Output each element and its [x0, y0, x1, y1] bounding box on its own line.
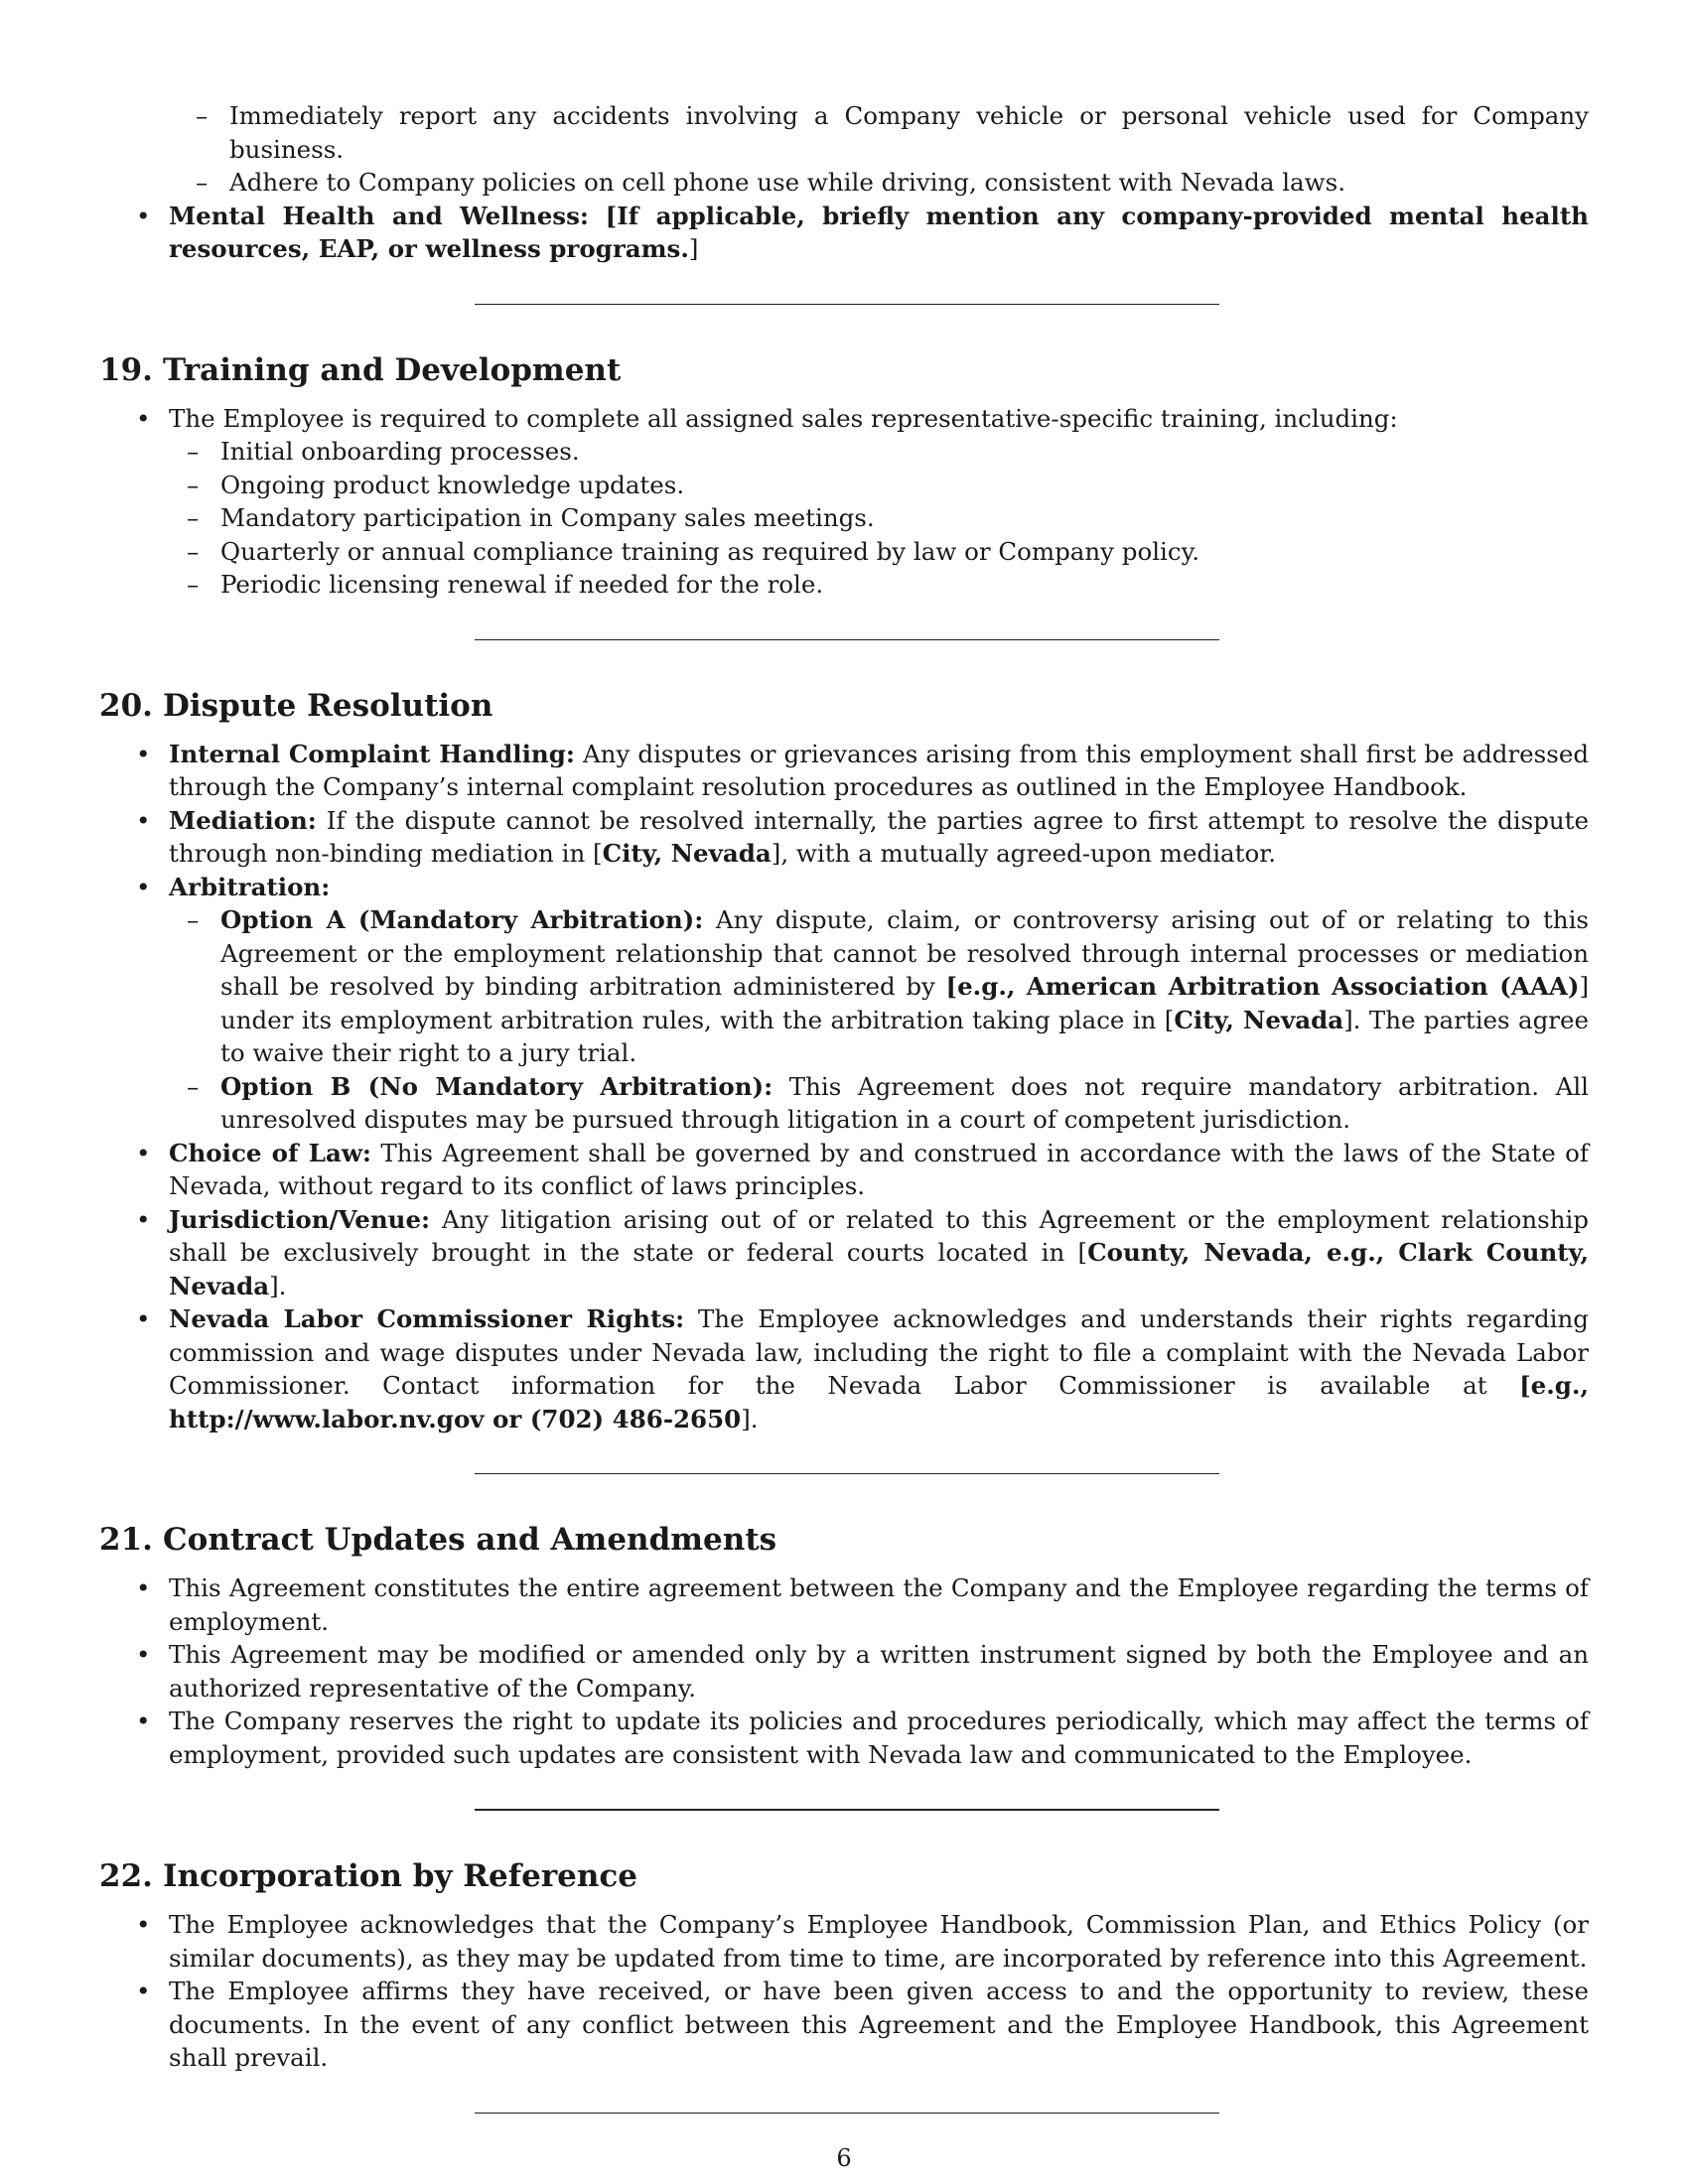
list-item: – Periodic licensing renewal if needed for the role. — [160, 568, 1589, 602]
section-heading-22 — [99, 1856, 1589, 1896]
section-divider — [475, 2113, 1219, 2114]
item-label: Choice of Law: — [169, 1138, 371, 1167]
mental-health-label: Mental Health and Wellness: — [169, 201, 589, 230]
list-item: • This Agreement constitutes the entire agreement between the Company and the Employee regarding the terms of employment. — [99, 1571, 1589, 1638]
list-item — [99, 200, 1589, 266]
list-item — [99, 1302, 1589, 1435]
mental-health-close: ] — [688, 234, 699, 263]
training-intro: The Employee is required to complete all assigned sales representative-specific training, including: — [169, 403, 1398, 433]
list-item — [99, 871, 1589, 1137]
list-item — [99, 804, 1589, 871]
list-item: • The Company reserves the right to update its policies and procedures periodically, which may affect the terms of employment, provided such updates are consistent with Nevada law and communicated to the Employee. — [99, 1705, 1589, 1771]
section-number: 22. — [99, 1858, 153, 1894]
incorporation-list — [99, 1908, 1589, 2075]
section-title: Contract Updates and Amendments — [163, 1522, 777, 1558]
amendments-list — [99, 1571, 1589, 1771]
section-title: Dispute Resolution — [163, 687, 493, 724]
section-divider — [475, 1473, 1219, 1474]
section-title: Training and Development — [163, 351, 622, 388]
section-divider — [475, 1809, 1219, 1811]
placeholder-text: [e.g., http://www.labor.nv.gov or (702) 486-2650 — [169, 1371, 1589, 1433]
arbitration-options — [160, 903, 1589, 1137]
item-text: Any litigation arising out of or related to this Agreement or the employment relationship shall be exclusively brought in the state or federal courts located in [ — [169, 1204, 1589, 1267]
item-text: Any disputes or grievances arising from this employment shall first be addressed through the Company’s internal complaint resolution procedures as outlined in the Employee Handbook. — [169, 739, 1589, 801]
item-text: ] under its employment arbitration rules, with the arbitration taking place in [ — [220, 972, 1589, 1034]
section-heading-19 — [99, 350, 1589, 390]
item-text: Any dispute, claim, or controversy arising out of or relating to this Agreement or the employment relationship that cannot be resolved through internal processes or mediation shall be resolved by binding arbitration administered by — [220, 905, 1589, 1001]
item-label: Option B (No Mandatory Arbitration): — [220, 1071, 774, 1101]
section-number: 21. — [99, 1522, 153, 1558]
list-item — [99, 738, 1589, 804]
item-text: ]. — [269, 1271, 287, 1300]
list-item: – Adhere to Company policies on cell phone use while driving, consistent with Nevada laws. — [169, 166, 1589, 200]
section-title: Incorporation by Reference — [163, 1858, 638, 1894]
item-label: Internal Complaint Handling: — [169, 739, 575, 768]
section-number: 19. — [99, 351, 153, 388]
section-heading-21 — [99, 1520, 1589, 1560]
list-item — [160, 1070, 1589, 1137]
item-text: This Agreement shall be governed by and construed in accordance with the laws of the State of Nevada, without regard to its conflict of laws principles. — [169, 1138, 1589, 1200]
mental-health-placeholder: [If applicable, briefly mention any company-provided mental health resources, EAP, or wellness programs. — [169, 201, 1589, 263]
list-item: • The Employee affirms they have received, or have been given access to and the opportunity to review, these documents. In the event of any conflict between this Agreement and the Employee Handbook, this Agreement shall prevail. — [99, 1975, 1589, 2075]
dispute-list — [99, 738, 1589, 1436]
section-heading-20 — [99, 686, 1589, 726]
item-text: If the dispute cannot be resolved internally, the parties agree to first attempt to resolve the dispute through non-binding mediation in [ — [169, 805, 1589, 868]
item-label: Mediation: — [169, 805, 317, 835]
item-text: ]. — [741, 1404, 759, 1433]
section-number: 20. — [99, 687, 153, 724]
list-item: • The Employee acknowledges that the Company’s Employee Handbook, Commission Plan, and Ethics Policy (or similar documents), as they may be updated from time to time, are incorporated by reference into this Agreement. — [99, 1908, 1589, 1975]
training-list — [99, 402, 1589, 602]
vehicle-dash-list — [169, 99, 1589, 200]
list-item: – Ongoing product knowledge updates. — [160, 469, 1589, 502]
placeholder-text: County, Nevada, e.g., Clark County, Nevada — [169, 1238, 1590, 1300]
placeholder-text: City, Nevada — [1174, 1005, 1344, 1034]
item-text: ]. The parties agree to waive their right to a jury trial. — [220, 1005, 1589, 1067]
training-sublist — [160, 435, 1589, 602]
list-item: – Mandatory participation in Company sales meetings. — [160, 501, 1589, 535]
item-label: Option A (Mandatory Arbitration): — [220, 905, 704, 934]
list-item: – Initial onboarding processes. — [160, 435, 1589, 469]
list-item — [160, 903, 1589, 1070]
list-item: – Quarterly or annual compliance training as required by law or Company policy. — [160, 535, 1589, 569]
list-item — [99, 1137, 1589, 1203]
page-content — [99, 99, 1589, 2114]
item-label: Nevada Labor Commissioner Rights: — [169, 1304, 685, 1333]
list-item: • This Agreement may be modified or amended only by a written instrument signed by both the Employee and an authorized representative of the Company. — [99, 1638, 1589, 1705]
item-text: The Employee acknowledges and understands their rights regarding commission and wage disputes under Nevada law, including the right to file a complaint with the Nevada Labor Commissioner. Contact information for the Nevada Labor Commissioner is available at — [169, 1304, 1589, 1400]
item-label: Jurisdiction/Venue: — [169, 1204, 431, 1234]
list-item: – Immediately report any accidents involving a Company vehicle or personal vehicle used for Company business. — [169, 99, 1589, 166]
placeholder-text: City, Nevada — [602, 839, 772, 868]
item-text: This Agreement does not require mandatory arbitration. All unresolved disputes may be pursued through litigation in a court of competent jurisdiction. — [220, 1071, 1590, 1134]
list-item — [99, 402, 1589, 602]
item-label: Arbitration: — [169, 872, 331, 901]
page-number: 6 — [836, 2144, 852, 2172]
section-divider — [475, 639, 1219, 640]
item-text: ], with a mutually agreed-upon mediator. — [771, 839, 1277, 868]
list-item — [99, 1203, 1589, 1303]
wellness-list — [99, 200, 1589, 266]
section-divider — [475, 304, 1219, 305]
placeholder-text: [e.g., American Arbitration Association (AAA) — [945, 972, 1580, 1001]
